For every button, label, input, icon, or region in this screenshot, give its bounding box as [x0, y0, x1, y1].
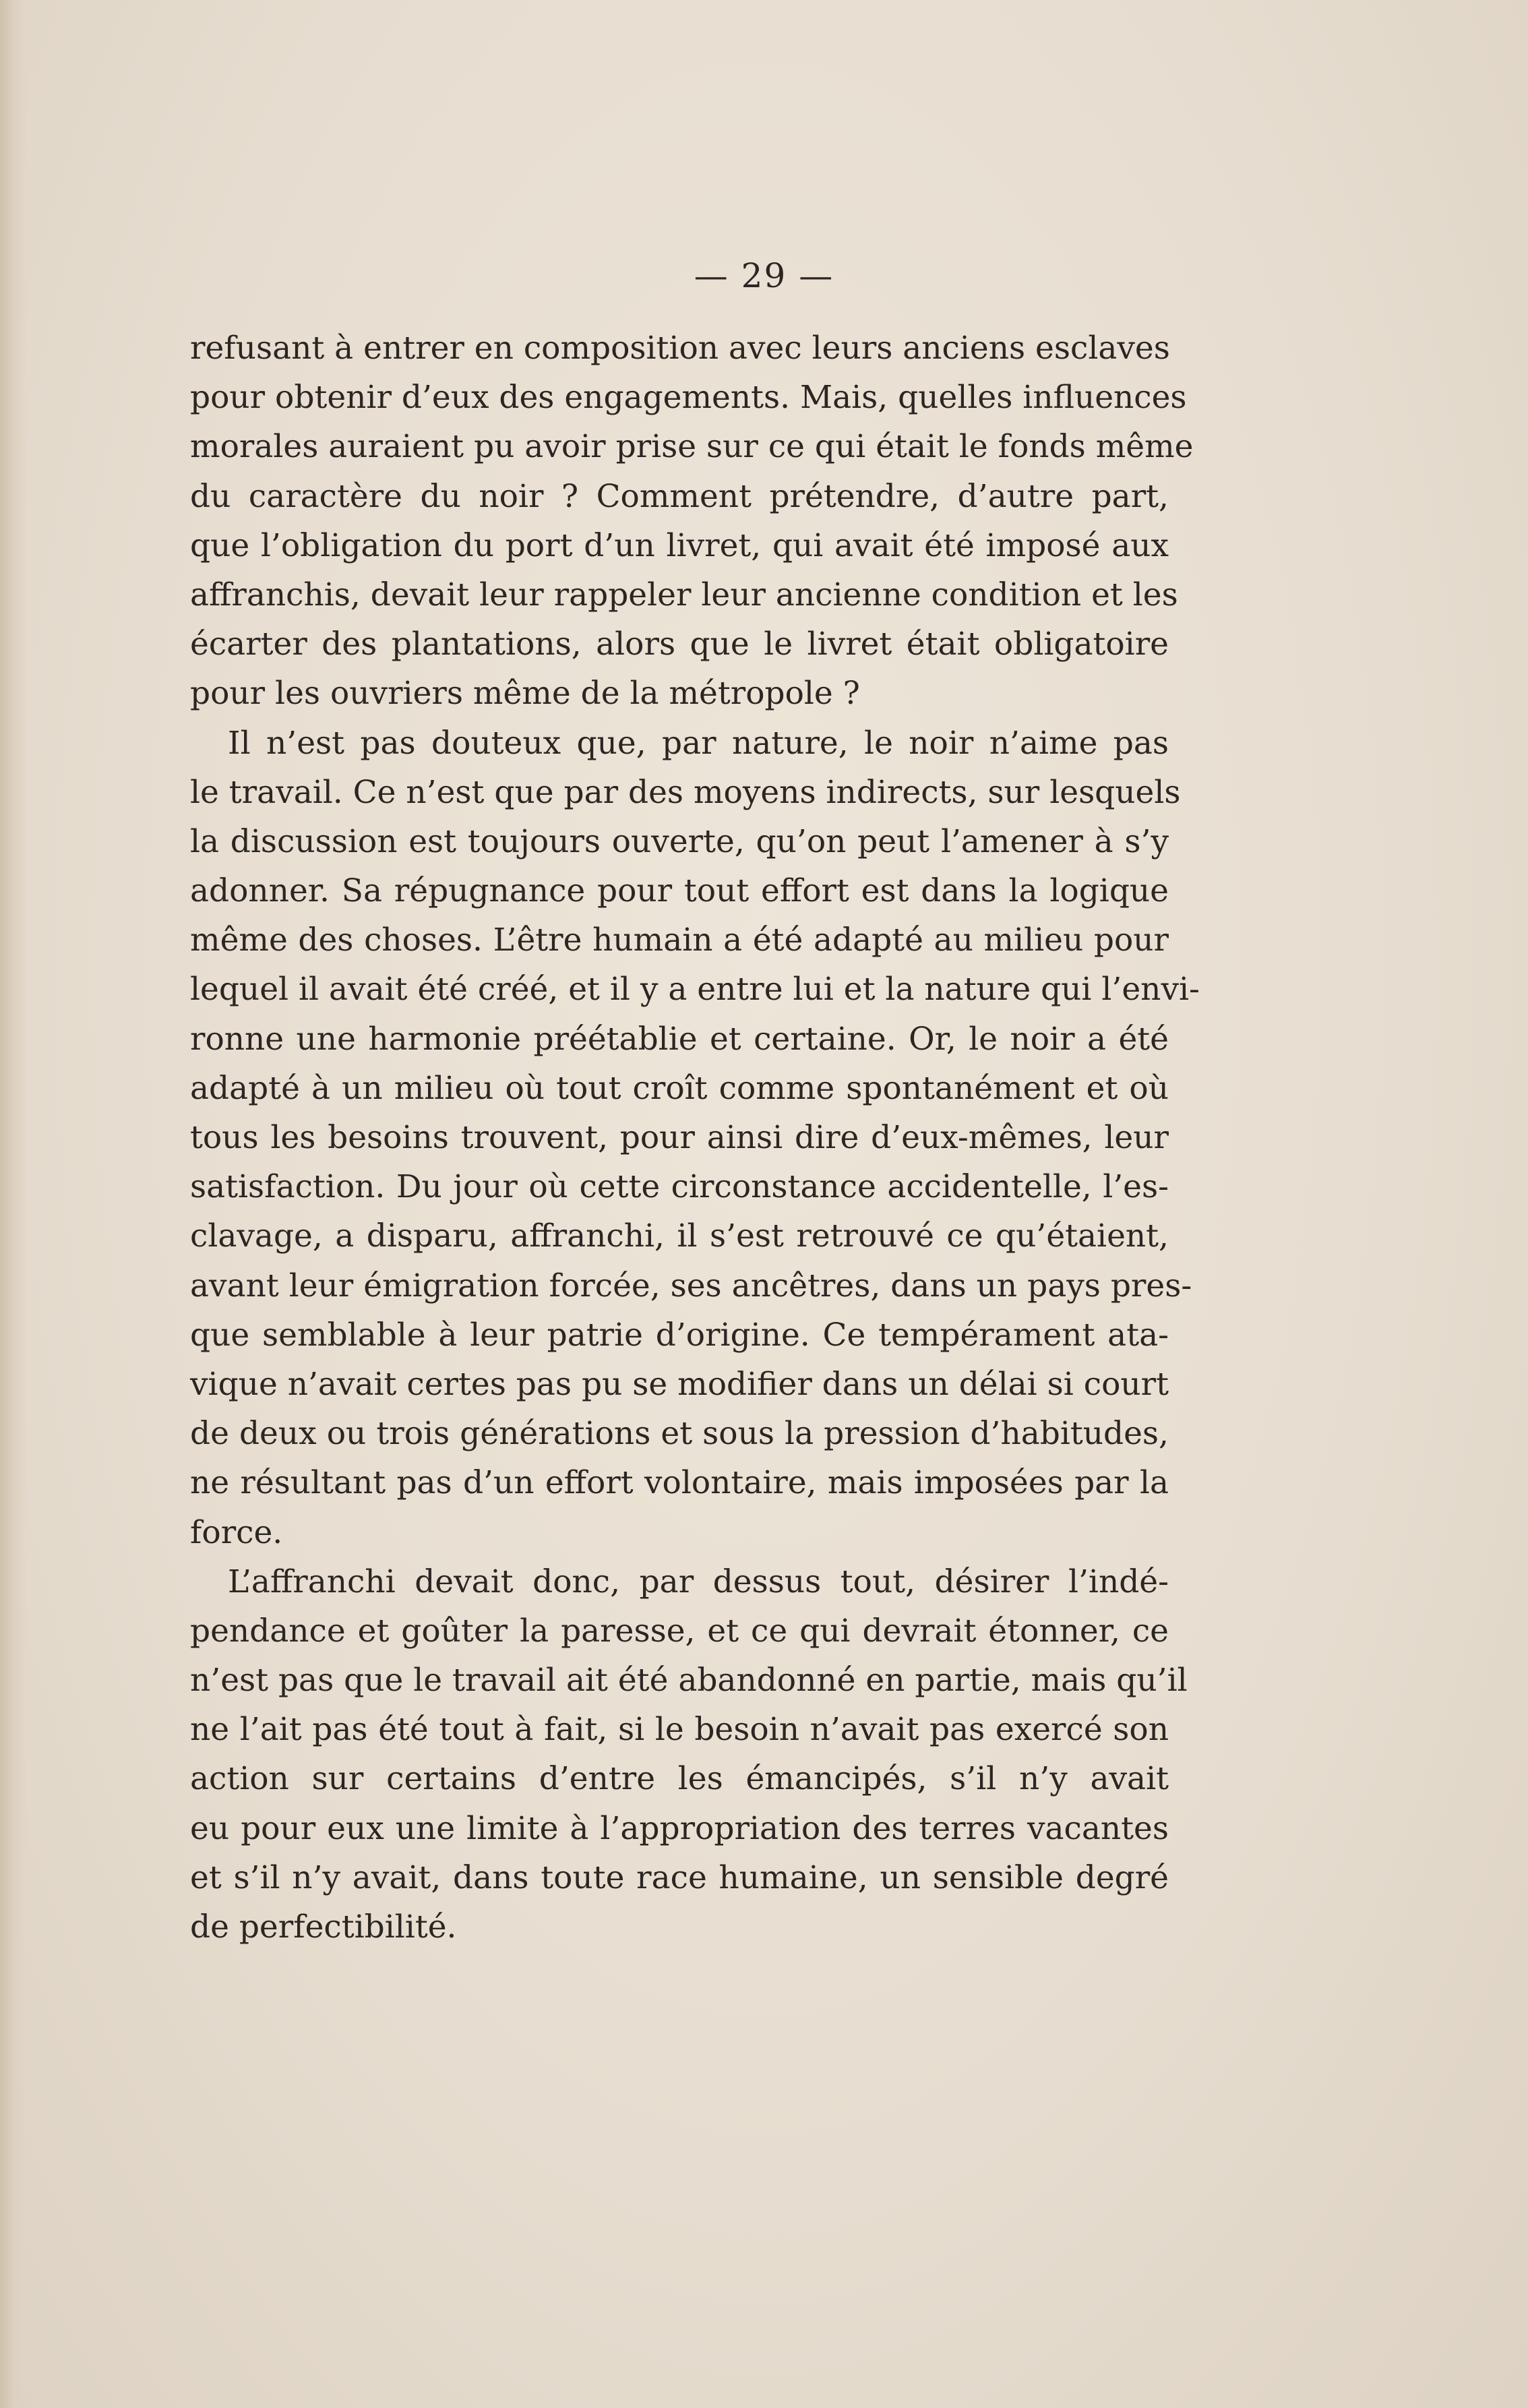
text-line: du caractère du noir ? Comment prétendre, d’autre part, [190, 477, 1169, 515]
text-line: pour obtenir d’eux des engagements. Mais, quelles influences [190, 379, 1187, 417]
text-line: de perfectibilité. [190, 1908, 457, 1946]
text-line: que l’obligation du port d’un livret, qui avait été imposé aux [190, 526, 1169, 564]
text-line: pendance et goûter la paresse, et ce qui devrait étonner, ce [190, 1612, 1169, 1650]
text-line: adonner. Sa répugnance pour tout effort est dans la logique [190, 872, 1169, 910]
text-line: morales auraient pu avoir prise sur ce qui était le fonds même [190, 428, 1194, 466]
text-line: n’est pas que le travail ait été abandonné en partie, mais qu’il [190, 1662, 1188, 1699]
body-text [190, 324, 1200, 1952]
text-line: pour les ouvriers même de la métropole ? [190, 675, 860, 713]
text-line: satisfaction. Du jour où cette circonstance accidentelle, l’es- [190, 1168, 1169, 1206]
text-line: eu pour eux une limite à l’appropriation des terres vacantes [190, 1809, 1169, 1847]
text-line: ne résultant pas d’un effort volontaire, mais imposées par la [190, 1464, 1169, 1502]
page-edge-shadow [0, 0, 27, 2408]
text-line: force. [190, 1513, 283, 1551]
text-line: la discussion est toujours ouverte, qu’on peut l’amener à s’y [190, 822, 1169, 860]
text-line: et s’il n’y avait, dans toute race humaine, un sensible degré [190, 1859, 1169, 1896]
text-line: action sur certains d’entre les émancipés, s’il n’y avait [190, 1760, 1169, 1798]
text-line: de deux ou trois générations et sous la pression d’habitudes, [190, 1415, 1169, 1453]
text-line: que semblable à leur patrie d’origine. Ce tempérament ata- [190, 1316, 1169, 1354]
text-line: le travail. Ce n’est que par des moyens indirects, sur lesquels [190, 773, 1181, 811]
text-line: tous les besoins trouvent, pour ainsi dire d’eux-mêmes, leur [190, 1119, 1169, 1156]
text-line: vique n’avait certes pas pu se modifier dans un délai si court [190, 1365, 1169, 1403]
text-line: clavage, a disparu, affranchi, il s’est retrouvé ce qu’étaient, [190, 1217, 1169, 1255]
text-line: adapté à un milieu où tout croît comme spontanément et où [190, 1069, 1169, 1107]
text-line: affranchis, devait leur rappeler leur ancienne condition et les [190, 576, 1178, 613]
text-line: ne l’ait pas été tout à fait, si le besoin n’avait pas exercé son [190, 1711, 1169, 1749]
text-line: écarter des plantations, alors que le livret était obligatoire [190, 626, 1169, 663]
text-line: ronne une harmonie préétablie et certaine. Or, le noir a été [190, 1020, 1169, 1058]
text-line: lequel il avait été créé, et il y a entre lui et la nature qui l’envi- [190, 971, 1200, 1009]
page-number: — 29 — [694, 256, 834, 295]
text-line: L’affranchi devait donc, par dessus tout, désirer l’indé- [228, 1563, 1169, 1600]
text-line: Il n’est pas douteux que, par nature, le noir n’aime pas [228, 724, 1169, 762]
text-line: avant leur émigration forcée, ses ancêtres, dans un pays pres- [190, 1267, 1192, 1304]
text-line: refusant à entrer en composition avec leurs anciens esclaves [190, 330, 1170, 367]
text-line: même des choses. L’être humain a été adapté au milieu pour [190, 922, 1169, 959]
